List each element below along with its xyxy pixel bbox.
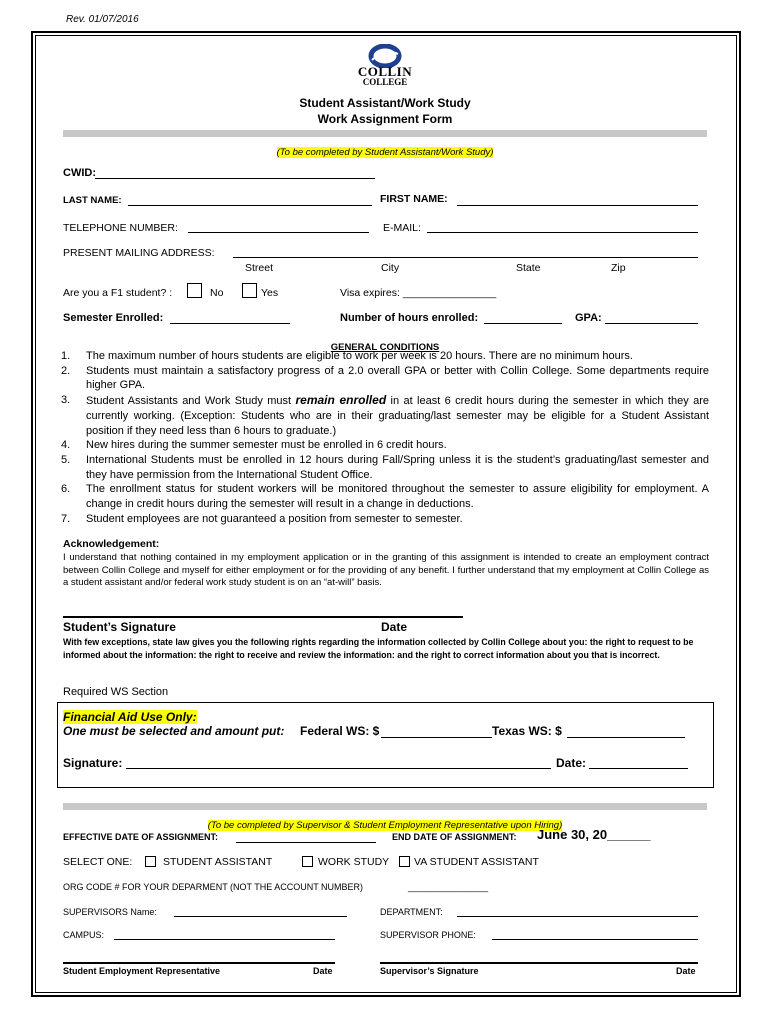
last-name-field[interactable] <box>128 205 372 206</box>
conditions-heading: GENERAL CONDITIONS <box>330 342 440 353</box>
supervisor-name-field[interactable] <box>174 916 347 917</box>
texas-ws-field[interactable] <box>567 737 685 738</box>
department-field[interactable] <box>457 916 698 917</box>
fa-date-field[interactable] <box>589 768 688 769</box>
signature-date-label: Date <box>381 620 408 634</box>
section-divider-top <box>63 130 707 137</box>
revision-label: Rev. 01/07/2016 <box>66 14 139 25</box>
gpa-field[interactable] <box>605 323 698 324</box>
acknowledgement-heading: Acknowledgement: <box>63 538 160 550</box>
student-signature-label: Student’s Signature <box>63 620 176 634</box>
address-field[interactable] <box>233 257 698 258</box>
first-name-field[interactable] <box>457 205 698 206</box>
telephone-field[interactable] <box>188 232 369 233</box>
fa-signature-label: Signature: <box>63 756 123 770</box>
rep-signature-line[interactable] <box>63 962 335 964</box>
address-street-caption: Street <box>245 262 274 274</box>
campus-field[interactable] <box>114 939 335 940</box>
f1-no-label: No <box>210 287 224 299</box>
federal-ws-field[interactable] <box>381 737 492 738</box>
last-name-label: LAST NAME: <box>63 195 122 206</box>
condition-item: 4. New hires during the summer semester must be enrolled in 6 credit hours. <box>61 439 447 452</box>
federal-ws-label: Federal WS: $ <box>300 724 380 738</box>
fa-signature-field[interactable] <box>126 768 551 769</box>
va-student-assistant-label: VA STUDENT ASSISTANT <box>414 856 539 868</box>
student-assistant-checkbox[interactable] <box>145 856 156 867</box>
supervisor-phone-field[interactable] <box>492 939 698 940</box>
supervisor-name-label: SUPERVISORS Name: <box>63 907 157 917</box>
effective-date-field[interactable] <box>236 842 376 843</box>
f1-no-checkbox[interactable] <box>187 283 202 298</box>
supervisor-date-label: Date <box>676 966 696 976</box>
logo-line2: COLLEGE <box>362 77 408 87</box>
address-zip-caption: Zip <box>611 262 626 274</box>
first-name-label: FIRST NAME: <box>380 193 448 205</box>
cwid-field[interactable] <box>95 178 375 179</box>
hours-label: Number of hours enrolled: <box>340 312 479 324</box>
telephone-label: TELEPHONE NUMBER: <box>63 222 178 234</box>
supervisor-signature-label: Supervisor’s Signature <box>380 966 479 976</box>
supervisor-phone-label: SUPERVISOR PHONE: <box>380 930 476 940</box>
campus-label: CAMPUS: <box>63 930 105 940</box>
financial-aid-title: Financial Aid Use Only: <box>63 710 197 724</box>
form-title-line1: Student Assistant/Work Study <box>299 96 471 110</box>
address-city-caption: City <box>381 262 400 274</box>
work-study-checkbox[interactable] <box>302 856 313 867</box>
conditions-list <box>61 349 709 526</box>
condition-item: 2. Students must maintain a satisfactory progress of a 2.0 overall GPA or better with Collin College. Some departments require higher GPA. <box>61 364 709 392</box>
semester-field[interactable] <box>170 323 290 324</box>
org-code-field[interactable]: ________________ <box>408 882 489 892</box>
visa-expires-field[interactable]: Visa expires: ________________ <box>340 287 497 299</box>
address-label: PRESENT MAILING ADDRESS: <box>63 247 215 259</box>
section-divider-bottom <box>63 803 707 810</box>
ws-section-label: Required WS Section <box>63 686 169 698</box>
end-date-value[interactable]: June 30, 20______ <box>537 827 651 842</box>
email-label: E-MAIL: <box>383 222 421 234</box>
work-study-label: WORK STUDY <box>318 856 390 868</box>
fa-date-label: Date: <box>556 756 587 770</box>
supervisor-section-note: (To be completed by Supervisor & Student Employment Representative upon Hiring) <box>207 820 563 831</box>
supervisor-signature-line[interactable] <box>380 962 698 964</box>
email-field[interactable] <box>427 232 698 233</box>
logo-line1: COLLIN <box>357 64 413 79</box>
va-student-assistant-checkbox[interactable] <box>399 856 410 867</box>
hours-field[interactable] <box>484 323 562 324</box>
form-title-line2: Work Assignment Form <box>317 112 453 126</box>
select-one-label: SELECT ONE: <box>63 856 133 868</box>
rep-signature-label: Student Employment Representative <box>63 966 221 976</box>
gpa-label: GPA: <box>575 312 602 324</box>
student-assistant-label: STUDENT ASSISTANT <box>163 856 273 868</box>
f1-yes-checkbox[interactable] <box>242 283 257 298</box>
condition-item: 3. Student Assistants and Work Study must remain enrolled in at least 6 credit hours during the semester in which they are currently working. (Exception: Students who are in their graduating/last semester may be eligible for a Student Assistant position if they need less than 6 hours to graduate.) <box>61 393 709 437</box>
f1-yes-label: Yes <box>261 287 279 299</box>
condition-item: 5. International Students must be enrolled in 12 hours during Fall/Spring unless it is the student’s graduating/last semester and they have permission from the International Student Office. <box>61 453 709 481</box>
department-label: DEPARTMENT: <box>380 907 443 917</box>
end-date-label: END DATE OF ASSIGNMENT: <box>392 832 517 842</box>
condition-item: 6. The enrollment status for student workers will be monitored throughout the semester to assure eligibility for employment. A change in credit hours during the semester will result in a change in deductions. <box>61 483 709 511</box>
rep-date-label: Date <box>313 966 333 976</box>
condition-item: 1. The maximum number of hours students are eligible to work per week is 20 hours. There are no minimum hours. <box>61 350 633 362</box>
college-logo <box>350 44 420 88</box>
effective-date-label: EFFECTIVE DATE OF ASSIGNMENT: <box>63 832 219 842</box>
condition-item: 7. Student employees are not guaranteed a position from semester to semester. <box>61 512 463 525</box>
student-section-note: (To be completed by Student Assistant/Work Study) <box>276 147 494 158</box>
f1-question: Are you a F1 student? : <box>63 287 173 299</box>
semester-label: Semester Enrolled: <box>63 312 164 324</box>
address-state-caption: State <box>516 262 541 274</box>
privacy-rights-text: With few exceptions, state law gives you the following rights regarding the information collected by Collin College about you: the right to request to be informed about the information: the right to receive and review the information: and the right to correct information about you that is incorrect. <box>63 637 694 660</box>
texas-ws-label: Texas WS: $ <box>492 724 562 738</box>
acknowledgement-text: I understand that nothing contained in my employment application or in the granting of this assignment is intended to create an employment contract between Collin College and myself for either employment or for the providing of any benefit. I further understand that my employment at Collin College as a student assistant and/or federal work study student is on an “at-will” basis. <box>63 552 709 589</box>
cwid-label: CWID: <box>63 167 96 179</box>
financial-aid-instruction: One must be selected and amount put: <box>63 724 285 738</box>
student-signature-line[interactable] <box>63 616 463 618</box>
org-code-label: ORG CODE # FOR YOUR DEPARMENT (NOT THE ACCOUNT NUMBER) <box>63 882 364 892</box>
